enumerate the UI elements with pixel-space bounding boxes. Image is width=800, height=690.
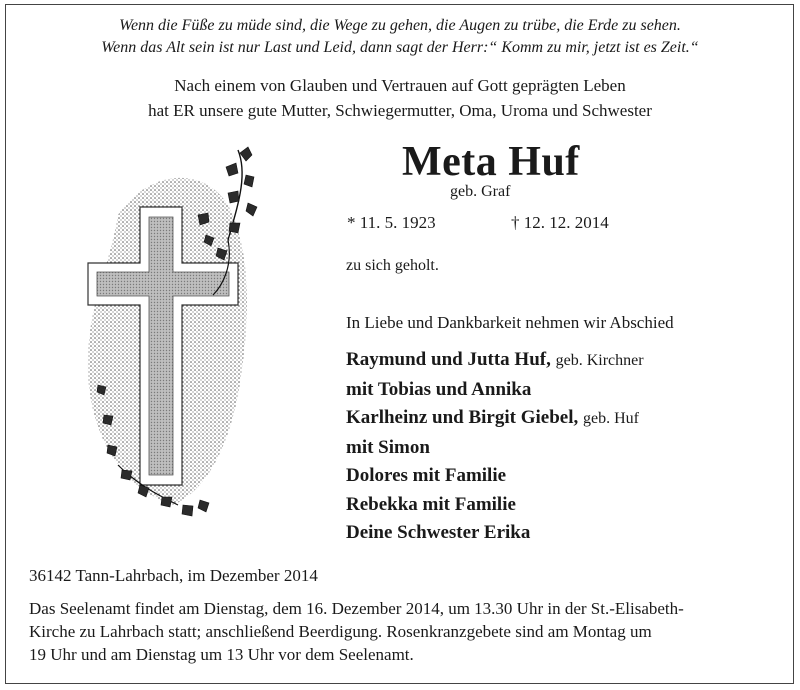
mourner-name: Dolores mit Familie	[346, 465, 507, 486]
intro-line: Nach einem von Glauben und Vertrauen auf Gott geprägten Leben	[174, 76, 626, 95]
farewell-text: In Liebe und Dankbarkeit nehmen wir Abschied	[346, 313, 674, 332]
service-info	[29, 597, 781, 666]
mourner-name: Karlheinz und Birgit Giebel,	[346, 407, 579, 428]
birth-date: * 11. 5. 1923	[347, 213, 436, 232]
intro-text	[0, 73, 800, 123]
mourner-name: Deine Schwester Erika	[346, 522, 531, 543]
service-line: 19 Uhr und am Dienstag um 13 Uhr vor dem Seelenamt.	[29, 645, 414, 664]
place-date: 36142 Tann-Lahrbach, im Dezember 2014	[29, 566, 318, 585]
poem-line: Wenn die Füße zu müde sind, die Wege zu gehen, die Augen zu trübe, die Erde zu sehen.	[119, 17, 681, 34]
service-line: Das Seelenamt findet am Dienstag, dem 16. Dezember 2014, um 13.30 Uhr in der St.-Elisabeth-	[29, 599, 684, 618]
mourner-entry	[346, 434, 644, 463]
mourner-entry	[346, 376, 644, 405]
mourner-name: Rebekka mit Familie	[346, 493, 516, 515]
deceased-name: Meta Huf	[402, 139, 580, 185]
intro-line: hat ER unsere gute Mutter, Schwiegermutter, Oma, Uroma und Schwester	[148, 101, 652, 120]
mourner-entry	[346, 519, 644, 548]
mourner-name: Raymund und Jutta Huf,	[346, 349, 551, 370]
death-date: † 12. 12. 2014	[511, 213, 609, 232]
poem-line: Wenn das Alt sein ist nur Last und Leid, dann sagt der Herr:“ Komm zu mir, jetzt ist es Zeit.“	[101, 39, 699, 56]
mourner-entry	[346, 491, 644, 520]
mourners-list	[346, 346, 644, 548]
birth-name: geb. Graf	[450, 183, 511, 200]
called-home-text: zu sich geholt.	[346, 257, 439, 274]
service-line: Kirche zu Lahrbach statt; anschließend Beerdigung. Rosenkranzgebete sind am Montag um	[29, 622, 652, 641]
mourner-entry	[346, 404, 644, 434]
cross-with-ivy-icon	[78, 145, 328, 530]
mourner-entry	[346, 462, 644, 491]
mourner-entry	[346, 346, 644, 376]
mourner-note: geb. Kirchner	[555, 352, 644, 369]
poem	[0, 15, 800, 59]
mourner-name: mit Tobias und Annika	[346, 378, 532, 400]
mourner-note: geb. Huf	[582, 410, 639, 427]
mourner-name: mit Simon	[346, 436, 430, 458]
